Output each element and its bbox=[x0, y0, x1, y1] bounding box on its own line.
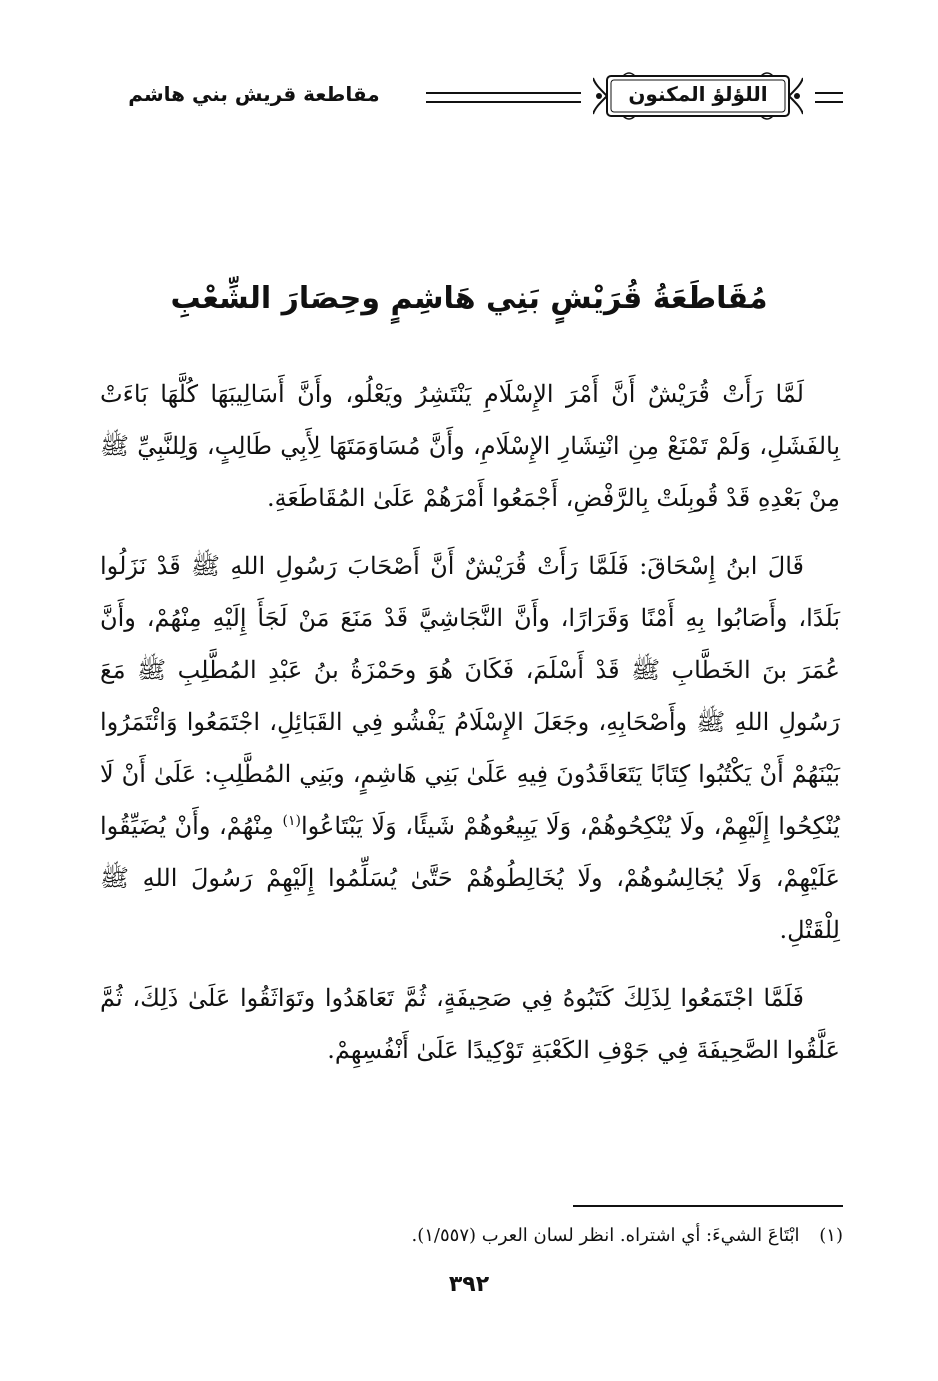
page-number: ٣٩٢ bbox=[448, 1272, 490, 1297]
running-header bbox=[95, 64, 843, 128]
paragraph bbox=[100, 540, 840, 956]
paragraph: لَمَّا رَأَتْ قُرَيْشٌ أَنَّ أَمْرَ الإِسْلَامِ يَنْتَشِرُ ويَعْلُو، وأَنَّ أَسَالِيبَهَا كُلَّهَا بَاءَتْ بِالفَشَلِ، وَلَمْ تَمْنَعْ مِنِ انْتِشَارِ الإِسْلَامِ، وأَنَّ مُسَاوَمَتَهَا لِأَبِي طَالِبٍ، وَلِلنَّبِيِّ ﷺ مِنْ بَعْدِهِ قَدْ قُوبِلَتْ بِالرَّفْضِ، أَجْمَعُوا أَمْرَهُمْ عَلَىٰ المُقَاطَعَةِ. bbox=[100, 380, 840, 512]
footnote-text: ابْتَاعَ الشيءَ: أي اشتراه. انظر لسان العرب (١/٥٥٧). bbox=[411, 1225, 800, 1246]
paragraph: فَلَمَّا اجْتَمَعُوا لِذَلِكَ كَتَبُوهُ فِي صَحِيفَةٍ، ثُمَّ تَعَاهَدُوا وتَوَاثَقُوا عَلَىٰ ذَلِكَ، ثُمَّ عَلَّقُوا الصَّحِيفَةَ فِي جَوْفِ الكَعْبَةِ تَوْكِيدًا عَلَىٰ أَنْفُسِهِمْ. bbox=[100, 984, 840, 1064]
paragraph-text-continued: مِنْهُمْ، وأَنْ يُضَيِّقُوا عَلَيْهِمْ، وَلَا يُجَالِسُوهُمْ، ولَا يُخَالِطُوهُمْ حَتَّىٰ يُسَلِّمُوا إِلَيْهِمْ رَسُولَ اللهِ ﷺ لِلْقَتْلِ. bbox=[100, 812, 840, 944]
section-heading: مُقَاطَعَةُ قُرَيْشٍ بَنِي هَاشِمٍ وحِصَارَ الشِّعْبِ bbox=[170, 281, 768, 316]
footnote-reference: (١) bbox=[282, 813, 301, 829]
footnote bbox=[95, 1220, 843, 1252]
footnote-separator bbox=[573, 1205, 843, 1207]
header-rule-middle bbox=[426, 92, 581, 103]
header-rule-right bbox=[815, 92, 843, 103]
paragraph-text: قَالَ ابنُ إِسْحَاقَ: فَلَمَّا رَأَتْ قُرَيْشٌ أَنَّ أَصْحَابَ رَسُولِ اللهِ ﷺ قَدْ نَزَلُوا بَلَدًا، وأَصَابُوا بِهِ أَمْنًا وَقَرَارًا، وأَنَّ النَّجَاشِيَّ قَدْ مَنَعَ مَنْ لَجَأَ إِلَيْهِ مِنْهُمْ، وأَنَّ عُمَرَ بنَ الخَطَّابِ ﷺ قَدْ أَسْلَمَ، فَكَانَ هُوَ وحَمْزَةُ بنُ عَبْدِ المُطَّلِبِ ﷺ مَعَ رَسُولِ اللهِ ﷺ وأَصْحَابِهِ، وجَعَلَ الإِسْلَامُ يَفْشُو فِي القَبَائِلِ، اجْتَمَعُوا وَائْتَمَرُوا بَيْنَهُمْ أَنْ يَكْتُبُوا كِتَابًا يَتَعَاقَدُونَ فِيهِ عَلَىٰ بَنِي هَاشِمٍ، وبَنِي المُطَّلِبِ: عَلَىٰ أَنْ لَا يُنْكِحُوا إِلَيْهِمْ، ولَا يُنْكِحُوهُمْ، وَلَا يَبِيعُوهُمْ شَيئًا، وَلَا يَبْتَاعُوا bbox=[100, 552, 840, 840]
book-title: اللؤلؤ المكنون bbox=[628, 82, 768, 106]
footnote-number: (١) bbox=[819, 1225, 843, 1246]
book-title-cartouche bbox=[593, 70, 803, 122]
body-text bbox=[100, 368, 840, 1092]
chapter-title: مقاطعة قريش بني هاشم bbox=[128, 82, 380, 106]
